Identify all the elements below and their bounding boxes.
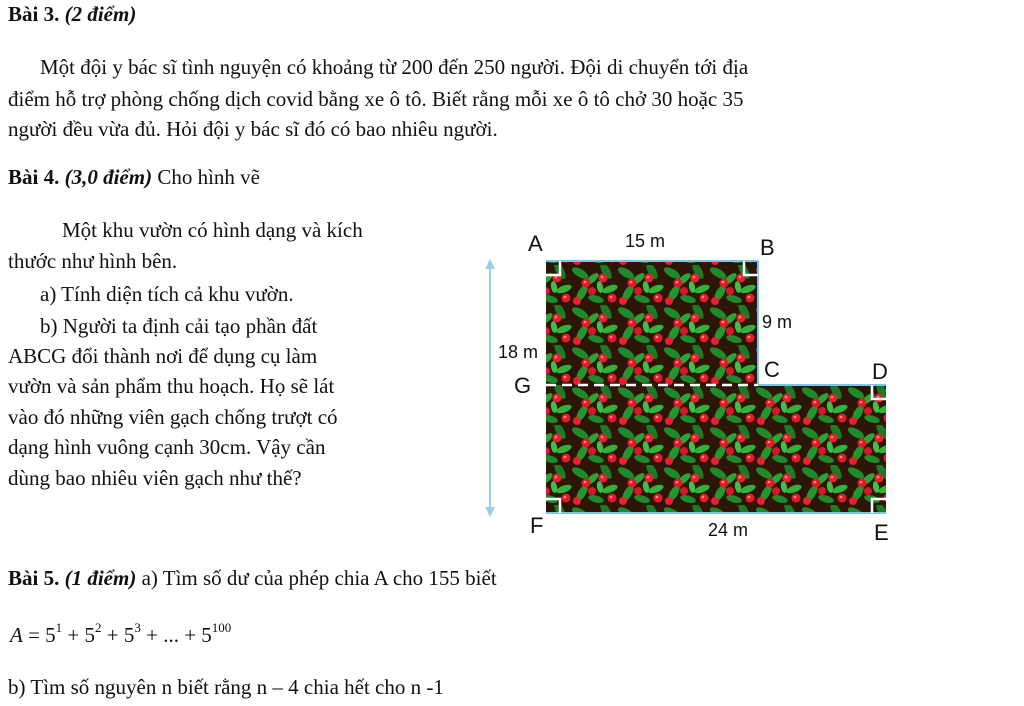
bai4-line-2: thước như hình bên. bbox=[8, 249, 178, 273]
label-D: D bbox=[872, 359, 888, 384]
formula-dots: ... bbox=[163, 623, 179, 647]
formula-term-2-exp: 2 bbox=[95, 620, 102, 635]
bai4-line-9: dùng bao nhiêu viên gạch như thế? bbox=[8, 466, 302, 490]
bai3-line-2: điểm hỗ trợ phòng chống dịch covid bằng xe ô tô. Biết rằng mỗi xe ô tô chở 30 hoặc 35 bbox=[8, 87, 744, 111]
garden-figure bbox=[480, 225, 900, 555]
label-C: C bbox=[764, 357, 780, 382]
label-E: E bbox=[874, 520, 889, 545]
formula-plus-1: + bbox=[62, 623, 85, 647]
label-F: F bbox=[530, 513, 544, 538]
bai3-points: (2 điểm) bbox=[59, 2, 137, 26]
bai4-intro: Cho hình vẽ bbox=[152, 165, 260, 189]
formula-term-last-base: 5 bbox=[201, 623, 212, 647]
label-G: G bbox=[514, 373, 532, 398]
formula-term-3-base: 5 bbox=[123, 623, 135, 647]
formula-term-last-exp: 100 bbox=[211, 620, 232, 635]
formula-term-1-base: 5 bbox=[45, 623, 56, 647]
formula-term-1-exp: 1 bbox=[55, 620, 63, 635]
bai4-line-5: ABCG đổi thành nơi để dụng cụ làm bbox=[8, 344, 318, 368]
dimension-FE: 24 m bbox=[708, 520, 749, 540]
formula-term-3-exp: 3 bbox=[134, 620, 141, 635]
dimension-AB: 15 m bbox=[625, 231, 666, 251]
dimension-AF: 18 m bbox=[498, 342, 539, 362]
bai4-line-4: b) Người ta định cải tạo phần đất bbox=[40, 314, 318, 338]
height-arrow-top-icon bbox=[485, 259, 495, 269]
label-B: B bbox=[760, 235, 775, 260]
bai5-title: Bài 5. bbox=[8, 566, 60, 590]
bai4-title: Bài 4. bbox=[8, 165, 60, 189]
bai3-heading bbox=[8, 2, 136, 26]
dimension-BC: 9 m bbox=[762, 312, 793, 332]
bai5-part-b: b) Tìm số nguyên n biết rằng n – 4 chia hết cho n -1 bbox=[8, 675, 444, 699]
formula-plus-4: + bbox=[178, 623, 202, 647]
bai3-line-3: người đều vừa đủ. Hỏi đội y bác sĩ đó có bao nhiêu người. bbox=[8, 117, 498, 141]
bai4-line-3: a) Tính diện tích cả khu vườn. bbox=[40, 282, 294, 306]
bai4-heading bbox=[8, 165, 260, 189]
bai5-part-a: a) Tìm số dư của phép chia A cho 155 biết bbox=[136, 566, 497, 590]
formula-term-2-base: 5 bbox=[84, 623, 96, 647]
formula-eq: = bbox=[22, 623, 46, 647]
formula-lhs: A bbox=[10, 623, 23, 647]
bai4-line-1: Một khu vườn có hình dạng và kích bbox=[62, 218, 363, 242]
formula-plus-2: + bbox=[101, 623, 124, 647]
label-A: A bbox=[528, 231, 543, 256]
bai5-points: (1 điểm) bbox=[59, 566, 137, 590]
bai3-title: Bài 3. bbox=[8, 2, 60, 26]
formula-plus-3: + bbox=[140, 623, 164, 647]
bai4-line-8: dạng hình vuông cạnh 30cm. Vậy cần bbox=[8, 435, 326, 459]
bai5-heading bbox=[8, 566, 497, 590]
garden-area bbox=[546, 261, 886, 513]
bai5-formula bbox=[10, 620, 232, 647]
bai4-line-6: vườn và sản phẩm thu hoạch. Họ sẽ lát bbox=[8, 374, 335, 398]
bai4-line-7: vào đó những viên gạch chống trượt có bbox=[8, 405, 338, 429]
bai4-points: (3,0 điểm) bbox=[59, 165, 153, 189]
height-arrow-bottom-icon bbox=[485, 507, 495, 517]
bai3-line-1: Một đội y bác sĩ tình nguyện có khoảng từ 200 đến 250 người. Đội di chuyển tới địa bbox=[40, 55, 749, 79]
